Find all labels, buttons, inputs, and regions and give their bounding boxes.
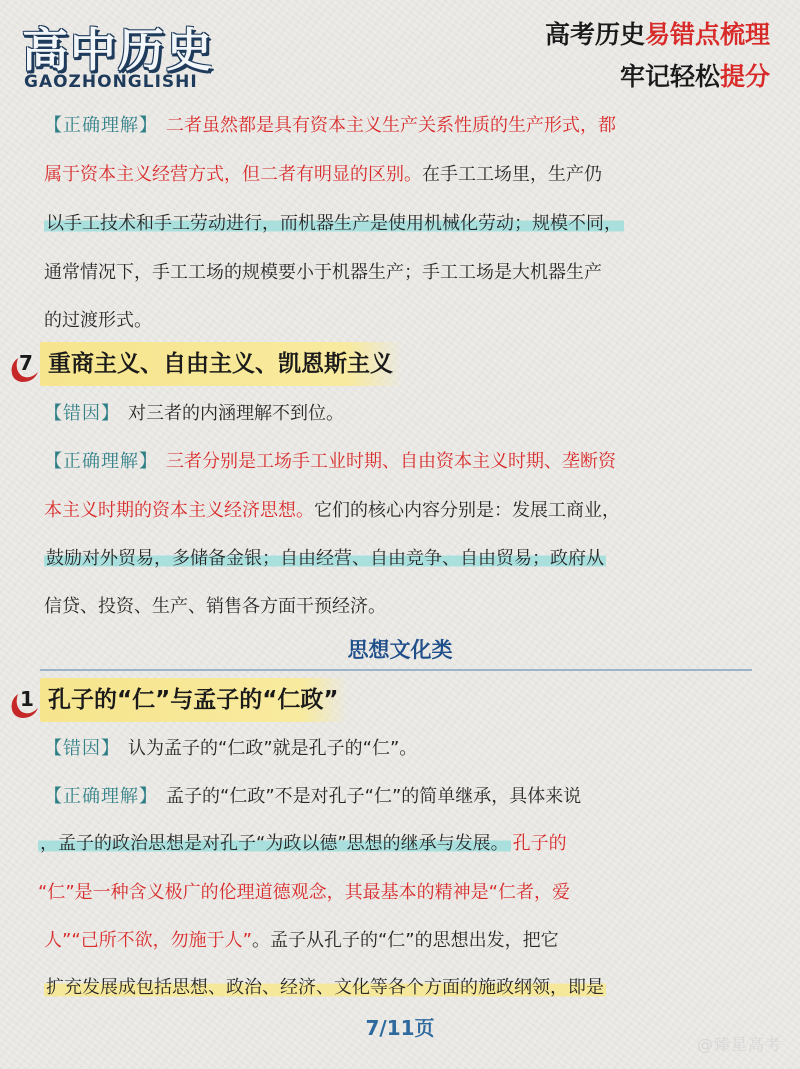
- text-dark: 认为孟子的“仁政”就是孔子的“仁”。: [128, 738, 418, 759]
- tagline2-dark: 牢记轻松: [619, 62, 720, 91]
- paragraph-line: [0, 300, 800, 342]
- paragraph-line: [0, 728, 800, 770]
- text-red: 孔子的: [512, 833, 567, 854]
- text-dark: 它们的核心内容分别是：发展工商业，: [314, 500, 620, 521]
- paragraph-line: [0, 538, 800, 580]
- paragraph-line: [0, 823, 800, 865]
- paragraph-line: [0, 586, 800, 628]
- text-dark: 在手工工场里，生产仍: [422, 164, 602, 185]
- text-dark: 的过渡形式。: [44, 310, 152, 331]
- section-heading: [0, 678, 800, 722]
- section-number: 7: [19, 351, 33, 375]
- text-red: 属于资本主义经营方式，但二者有明显的区别。: [44, 164, 422, 185]
- label-error: 【错因】: [44, 738, 120, 759]
- text-dark: 对三者的内涵理解不到位。: [128, 403, 344, 424]
- section-number: 1: [20, 687, 34, 711]
- text-dark: 。孟子从孔子的“仁”的思想出发，把它: [251, 930, 559, 951]
- paragraph-line: [0, 872, 800, 914]
- label-correct: 【正确理解】: [44, 451, 158, 472]
- paragraph-line: [0, 393, 800, 435]
- paragraph-line: [0, 441, 800, 483]
- tagline1-dark: 高考历史: [544, 20, 645, 49]
- number-badge-icon: [8, 682, 42, 720]
- section-title: 孔子的“仁”与孟子的“仁政”: [40, 678, 348, 722]
- paragraph-line: [0, 203, 800, 245]
- text-dark: 孟子的“仁政”不是对孔子“仁”的简单继承，具体来说: [166, 786, 582, 807]
- logo-title: 高中历史: [22, 23, 214, 77]
- paragraph-line: [0, 105, 800, 147]
- watermark: @臻星高考: [696, 1035, 782, 1054]
- section-heading: [0, 342, 800, 386]
- text-highlight: 鼓励对外贸易，多储备金银；自由经营、自由竞争、自由贸易；政府从: [46, 548, 604, 569]
- label-correct: 【正确理解】: [44, 786, 158, 807]
- text-red: 三者分别是工场手工业时期、自由资本主义时期、垄断资: [166, 451, 616, 472]
- paragraph-line: [0, 252, 800, 294]
- tagline1-red: 易错点梳理: [644, 20, 770, 49]
- paragraph-line: [0, 920, 800, 962]
- paragraph-line: [0, 967, 800, 1009]
- header-tagline: [470, 14, 770, 98]
- page-number: 7/11页: [365, 1016, 435, 1040]
- logo-subtitle: GAOZHONGLISHI: [24, 72, 198, 92]
- text-highlight: 扩充发展成包括思想、政治、经济、文化等各个方面的施政纲领，即是: [46, 977, 604, 998]
- paragraph-line: [0, 154, 800, 196]
- text-highlight: ，孟子的政治思想是对孔子“为政以德”思想的继承与发展。: [40, 833, 509, 854]
- label-correct: 【正确理解】: [44, 115, 158, 136]
- header-tagline-line2: [470, 56, 770, 98]
- text-highlight: 以手工技术和手工劳动进行，而机器生产是使用机械化劳动；规模不同，: [46, 213, 622, 234]
- header-tagline-line1: [470, 14, 770, 56]
- category-heading: 思想文化类: [347, 638, 453, 662]
- text-dark: 信贷、投资、生产、销售各方面干预经济。: [44, 596, 386, 617]
- section-title: 重商主义、自由主义、凯恩斯主义: [40, 342, 403, 386]
- paragraph-line: [0, 776, 800, 818]
- text-red: 本主义时期的资本主义经济思想。: [44, 500, 314, 521]
- text-red: 人”“己所不欲，勿施于人”: [44, 930, 252, 951]
- text-red: “仁”是一种含义极广的伦理道德观念，其最基本的精神是“仁者，爱: [38, 882, 570, 903]
- divider: [40, 669, 752, 671]
- text-red: 二者虽然都是具有资本主义生产关系性质的生产形式，都: [166, 115, 616, 136]
- tagline2-red: 提分: [719, 62, 770, 91]
- label-error: 【错因】: [44, 403, 120, 424]
- number-badge-icon: [8, 346, 42, 384]
- text-dark: 通常情况下，手工工场的规模要小于机器生产；手工工场是大机器生产: [44, 262, 602, 283]
- paragraph-line: [0, 490, 800, 532]
